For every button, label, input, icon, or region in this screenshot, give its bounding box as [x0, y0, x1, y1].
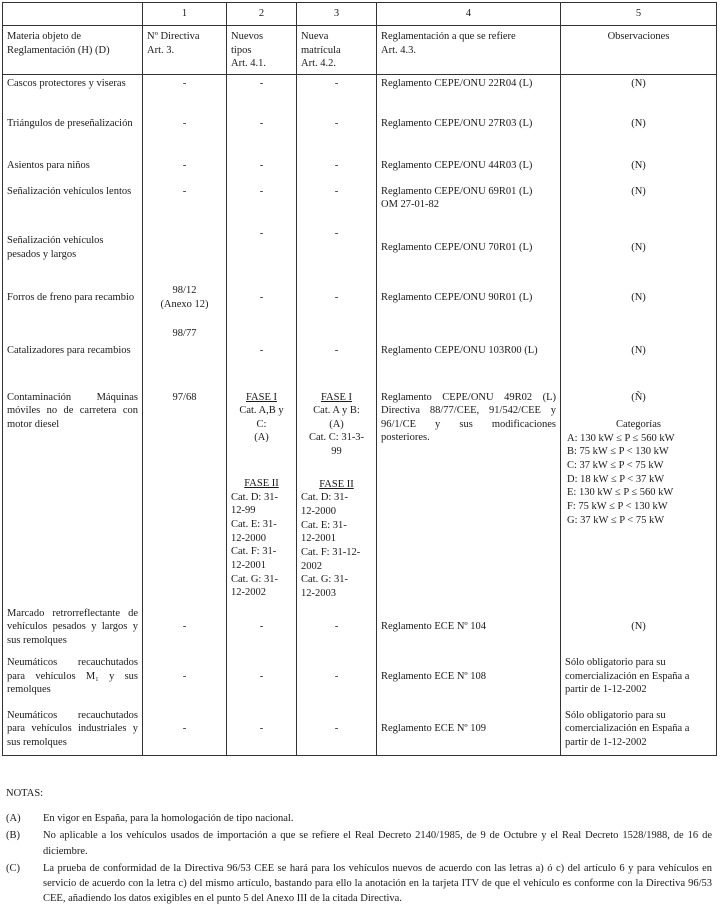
fase-ii-title: FASE II — [319, 478, 354, 490]
cell-reglamentacion: Reglamento CEPE/ONU 90R01 (L) — [377, 271, 561, 325]
cell-nuevos: - — [227, 649, 297, 703]
category-item: G: 37 kW ≤ P < 75 kW — [567, 514, 665, 526]
category-item: B: 75 kW ≤ P < 130 kW — [567, 446, 669, 458]
cell-matricula: - — [297, 183, 377, 225]
cell-matricula: - — [297, 325, 377, 377]
notes-title: NOTAS: — [6, 788, 44, 799]
fase-i-text: Cat. A y B: (A) Cat. C: 31-3- 99 — [308, 405, 365, 458]
cell-matricula: - — [297, 703, 377, 755]
cell-observaciones: (N) — [561, 225, 717, 271]
table-row — [3, 75, 717, 115]
notes-section — [6, 786, 712, 909]
category-item: A: 130 kW ≤ P ≤ 560 kW — [567, 432, 675, 444]
cell-materia: Señalización vehículos pesados y largos — [3, 225, 143, 271]
cell-nuevos: - — [227, 271, 297, 325]
note-text: En vigor en España, para la homologación de tipo nacional. — [43, 813, 294, 825]
table-row — [3, 605, 717, 650]
cell-reglamentacion: Reglamento CEPE/ONU 44R03 (L) — [377, 157, 561, 183]
cell-materia: Marcado retrorreflectante de vehículos pesados y largos y sus remolques — [3, 605, 143, 650]
obs-mark: (Ñ) — [631, 391, 646, 403]
categories-title: Categorías — [616, 419, 661, 431]
cell-observaciones: (N) — [561, 157, 717, 183]
header-nuevos-tipos: Nuevos tipos Art. 4.1. — [227, 26, 297, 75]
cell-directiva: - — [143, 115, 227, 157]
cell-matricula: - — [297, 605, 377, 650]
cell-materia: Neumáticos recauchutados para vehículos industriales y sus remolques — [3, 703, 143, 755]
cell-matricula: - — [297, 75, 377, 115]
table-row — [3, 225, 717, 271]
regulation-table — [2, 2, 717, 756]
cell-nuevos: - — [227, 115, 297, 157]
cell-observaciones: (N) — [561, 183, 717, 225]
cell-observaciones: Sólo obligatorio para su comercialización en España a partir de 1-12-2002 — [561, 703, 717, 755]
table-row — [3, 271, 717, 325]
cell-nuevos: - — [227, 703, 297, 755]
table-row — [3, 157, 717, 183]
cell-matricula: - — [297, 157, 377, 183]
cell-reglamentacion: Reglamento CEPE/ONU 69R01 (L) OM 27-01-82 — [377, 183, 561, 225]
cell-matricula: - — [297, 225, 377, 271]
note-item — [6, 861, 712, 907]
cell-nuevos: - — [227, 325, 297, 377]
cell-materia: Contaminación Máquinas móviles no de carretera con motor diesel — [3, 377, 143, 605]
cell-observaciones: (N) — [561, 75, 717, 115]
cell-reglamentacion: Reglamento CEPE/ONU 70R01 (L) — [377, 225, 561, 271]
note-key: (B) — [6, 830, 20, 842]
note-key: (C) — [6, 862, 20, 874]
categories-list — [565, 432, 712, 527]
category-item: E: 130 kW ≤ P ≤ 560 kW — [567, 487, 674, 499]
cell-directiva: - — [143, 75, 227, 115]
cell-nuevos: - — [227, 157, 297, 183]
table-row — [3, 325, 717, 377]
note-text: No aplicable a los vehículos usados de importación a que se refiere el Real Decreto 2140/1985, de 9 de Octubre y el Real Decreto 1528/1988, de 16 de diciembre. — [43, 830, 712, 857]
cell-matricula-fases — [297, 377, 377, 605]
column-number: 1 — [143, 3, 227, 26]
column-number: 3 — [297, 3, 377, 26]
note-item — [6, 828, 712, 858]
fase-ii-title: FASE II — [244, 478, 279, 490]
category-item: F: 75 kW ≤ P < 130 kW — [567, 500, 668, 512]
fase-ii-text: Cat. D: 31- 12-99 Cat. E: 31- 12-2000 Cat. F: 31- 12-2001 Cat. G: 31- 12-2002 — [231, 491, 278, 599]
cell-materia: Catalizadores para recambios — [3, 325, 143, 377]
cell-matricula: - — [297, 271, 377, 325]
cell-observaciones: Sólo obligatorio para su comercialización en España a partir de 1-12-2002 — [561, 649, 717, 703]
cell-materia: Forros de freno para recambio — [3, 271, 143, 325]
cell-observaciones: (N) — [561, 605, 717, 650]
cell-observaciones: (N) — [561, 271, 717, 325]
column-number — [3, 3, 143, 26]
cell-nuevos: - — [227, 225, 297, 271]
cell-materia: Cascos protectores y viseras — [3, 75, 143, 115]
note-item — [6, 811, 712, 826]
cell-directiva: - — [143, 157, 227, 183]
cell-directiva: - — [143, 649, 227, 703]
cell-reglamentacion: Reglamento ECE Nº 104 — [377, 605, 561, 650]
cell-materia: Neumáticos recauchutados para vehículos M₁ y sus remolques — [3, 649, 143, 703]
cell-matricula: - — [297, 649, 377, 703]
cell-directiva: - — [143, 183, 227, 225]
fase-i-title: FASE I — [245, 391, 278, 403]
note-key: (A) — [6, 813, 21, 825]
cell-directiva: 98/12 (Anexo 12) — [143, 271, 227, 325]
category-item: C: 37 kW ≤ P < 75 kW — [567, 460, 664, 472]
table-row — [3, 183, 717, 225]
cell-nuevos-fases — [227, 377, 297, 605]
column-number-row — [3, 3, 717, 26]
cell-directiva: - — [143, 703, 227, 755]
cell-nuevos: - — [227, 605, 297, 650]
header-reglamentacion: Reglamentación a que se refiere Art. 4.3. — [377, 26, 561, 75]
table-row — [3, 115, 717, 157]
cell-directiva — [143, 225, 227, 271]
category-item: D: 18 kW ≤ P < 37 kW — [567, 473, 665, 485]
cell-reglamentacion: Reglamento CEPE/ONU 49R02 (L) Directiva 88/77/CEE, 91/542/CEE y 96/1/CE y sus modificaciones posteriores. — [377, 377, 561, 605]
cell-directiva: 97/68 — [143, 377, 227, 605]
header-observaciones: Observaciones — [561, 26, 717, 75]
cell-reglamentacion: Reglamento CEPE/ONU 22R04 (L) — [377, 75, 561, 115]
cell-nuevos: - — [227, 75, 297, 115]
cell-directiva: - — [143, 605, 227, 650]
cell-matricula: - — [297, 115, 377, 157]
cell-reglamentacion: Reglamento CEPE/ONU 103R00 (L) — [377, 325, 561, 377]
header-nueva-matricula: Nueva matrícula Art. 4.2. — [297, 26, 377, 75]
cell-reglamentacion: Reglamento ECE Nº 108 — [377, 649, 561, 703]
fase-i-title: FASE I — [320, 391, 353, 403]
header-materia: Materia objeto de Reglamentación (H) (D) — [3, 26, 143, 75]
cell-directiva: 98/77 — [143, 325, 227, 377]
cell-observaciones: (N) — [561, 325, 717, 377]
column-number: 5 — [561, 3, 717, 26]
column-header-row — [3, 26, 717, 75]
column-number: 2 — [227, 3, 297, 26]
header-directiva: Nº Directiva Art. 3. — [143, 26, 227, 75]
table-row — [3, 649, 717, 703]
cell-materia: Señalización vehículos lentos — [3, 183, 143, 225]
fase-ii-text: Cat. D: 31- 12-2000 Cat. E: 31- 12-2001 Cat. F: 31-12- 2002 Cat. G: 31- 12-2003 — [301, 492, 361, 599]
table-row — [3, 703, 717, 755]
cell-reglamentacion: Reglamento CEPE/ONU 27R03 (L) — [377, 115, 561, 157]
cell-materia: Asientos para niños — [3, 157, 143, 183]
cell-reglamentacion: Reglamento ECE Nº 109 — [377, 703, 561, 755]
table-row-diesel — [3, 377, 717, 605]
fase-i-text: Cat. A,B y C: (A) — [239, 405, 284, 444]
cell-observaciones — [561, 377, 717, 605]
note-text: La prueba de conformidad de la Directiva 96/53 CEE se hará para los vehículos nuevos de acuerdo con las letras a) ó c) del artículo 6 y para vehículos en servicio de acuerdo con la letra c) del mismo artículo, bastando para ello la anotación en la tarjeta ITV de que el vehículo es conforme con la Directiva 96/53 CEE, añadiendo los datos exigibles en el punto 5 del Anexo III de la citada Directiva. — [43, 862, 712, 905]
column-number: 4 — [377, 3, 561, 26]
cell-observaciones: (N) — [561, 115, 717, 157]
cell-nuevos: - — [227, 183, 297, 225]
cell-materia: Triángulos de preseñalización — [3, 115, 143, 157]
